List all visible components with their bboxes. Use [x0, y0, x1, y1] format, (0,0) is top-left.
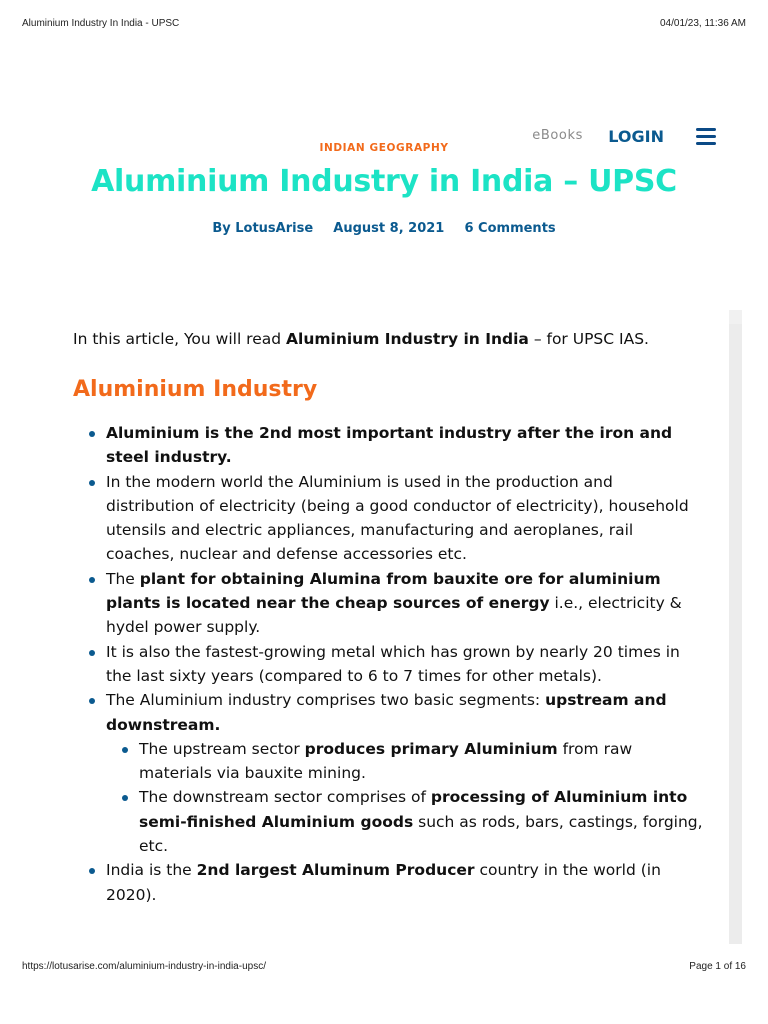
intro-paragraph: In this article, You will read Aluminium Industry in India – for UPSC IAS. — [73, 330, 649, 348]
bullet-list — [73, 421, 703, 907]
list-item: It is also the fastest-growing metal which has grown by nearly 20 times in the last sixty years (compared to 6 to 7 times for other metals). — [106, 640, 703, 689]
section-heading: Aluminium Industry — [73, 377, 318, 402]
print-header — [22, 18, 746, 32]
post-meta — [0, 221, 768, 236]
scrollbar-thumb[interactable] — [729, 324, 742, 944]
author-link[interactable]: By LotusArise — [212, 221, 314, 236]
comments-link[interactable]: 6 Comments — [464, 221, 556, 236]
print-footer-page-number: Page 1 of 16 — [689, 961, 746, 972]
article-content — [73, 325, 703, 907]
scrollbar-track[interactable] — [729, 310, 742, 944]
print-header-datetime: 04/01/23, 11:36 AM — [660, 18, 746, 29]
ebooks-link[interactable]: eBooks — [532, 128, 583, 143]
list-item: India is the 2nd largest Aluminum Producer country in the world (in 2020). — [106, 858, 703, 907]
list-item: In the modern world the Aluminium is used in the production and distribution of electricity (being a good conductor of electricity), household utensils and electric appliances, manufacturing and aeroplanes, rail coaches, nuclear and defense accessories etc. — [106, 470, 703, 567]
sub-list-item: The upstream sector produces primary Aluminium from raw materials via bauxite mining. — [139, 737, 703, 786]
date-link[interactable]: August 8, 2021 — [333, 221, 445, 236]
list-item: Aluminium is the 2nd most important industry after the iron and steel industry. — [106, 421, 703, 470]
page-title: Aluminium Industry in India – UPSC — [91, 164, 677, 199]
print-footer-url: https://lotusarise.com/aluminium-industry-in-india-upsc/ — [22, 961, 266, 972]
sub-bullet-list — [106, 737, 703, 858]
list-item: The Aluminium industry comprises two basic segments: upstream and downstream. The upstream sector produces primary Aluminium from raw materials via bauxite mining. The downstream sector comprises of processing of Aluminium into semi-finished Aluminium goods such as rods, bars, castings, forging, etc. — [106, 688, 703, 858]
category-link[interactable]: INDIAN GEOGRAPHY — [319, 142, 449, 154]
list-item: The plant for obtaining Alumina from bauxite ore for aluminium plants is located near the cheap sources of energy i.e., electricity & hydel power supply. — [106, 567, 703, 640]
print-footer — [22, 961, 746, 975]
print-header-title: Aluminium Industry In India - UPSC — [22, 18, 180, 29]
sub-list-item: The downstream sector comprises of processing of Aluminium into semi-finished Aluminium goods such as rods, bars, castings, forging, etc. — [139, 785, 703, 858]
login-link[interactable]: LOGIN — [608, 127, 664, 146]
